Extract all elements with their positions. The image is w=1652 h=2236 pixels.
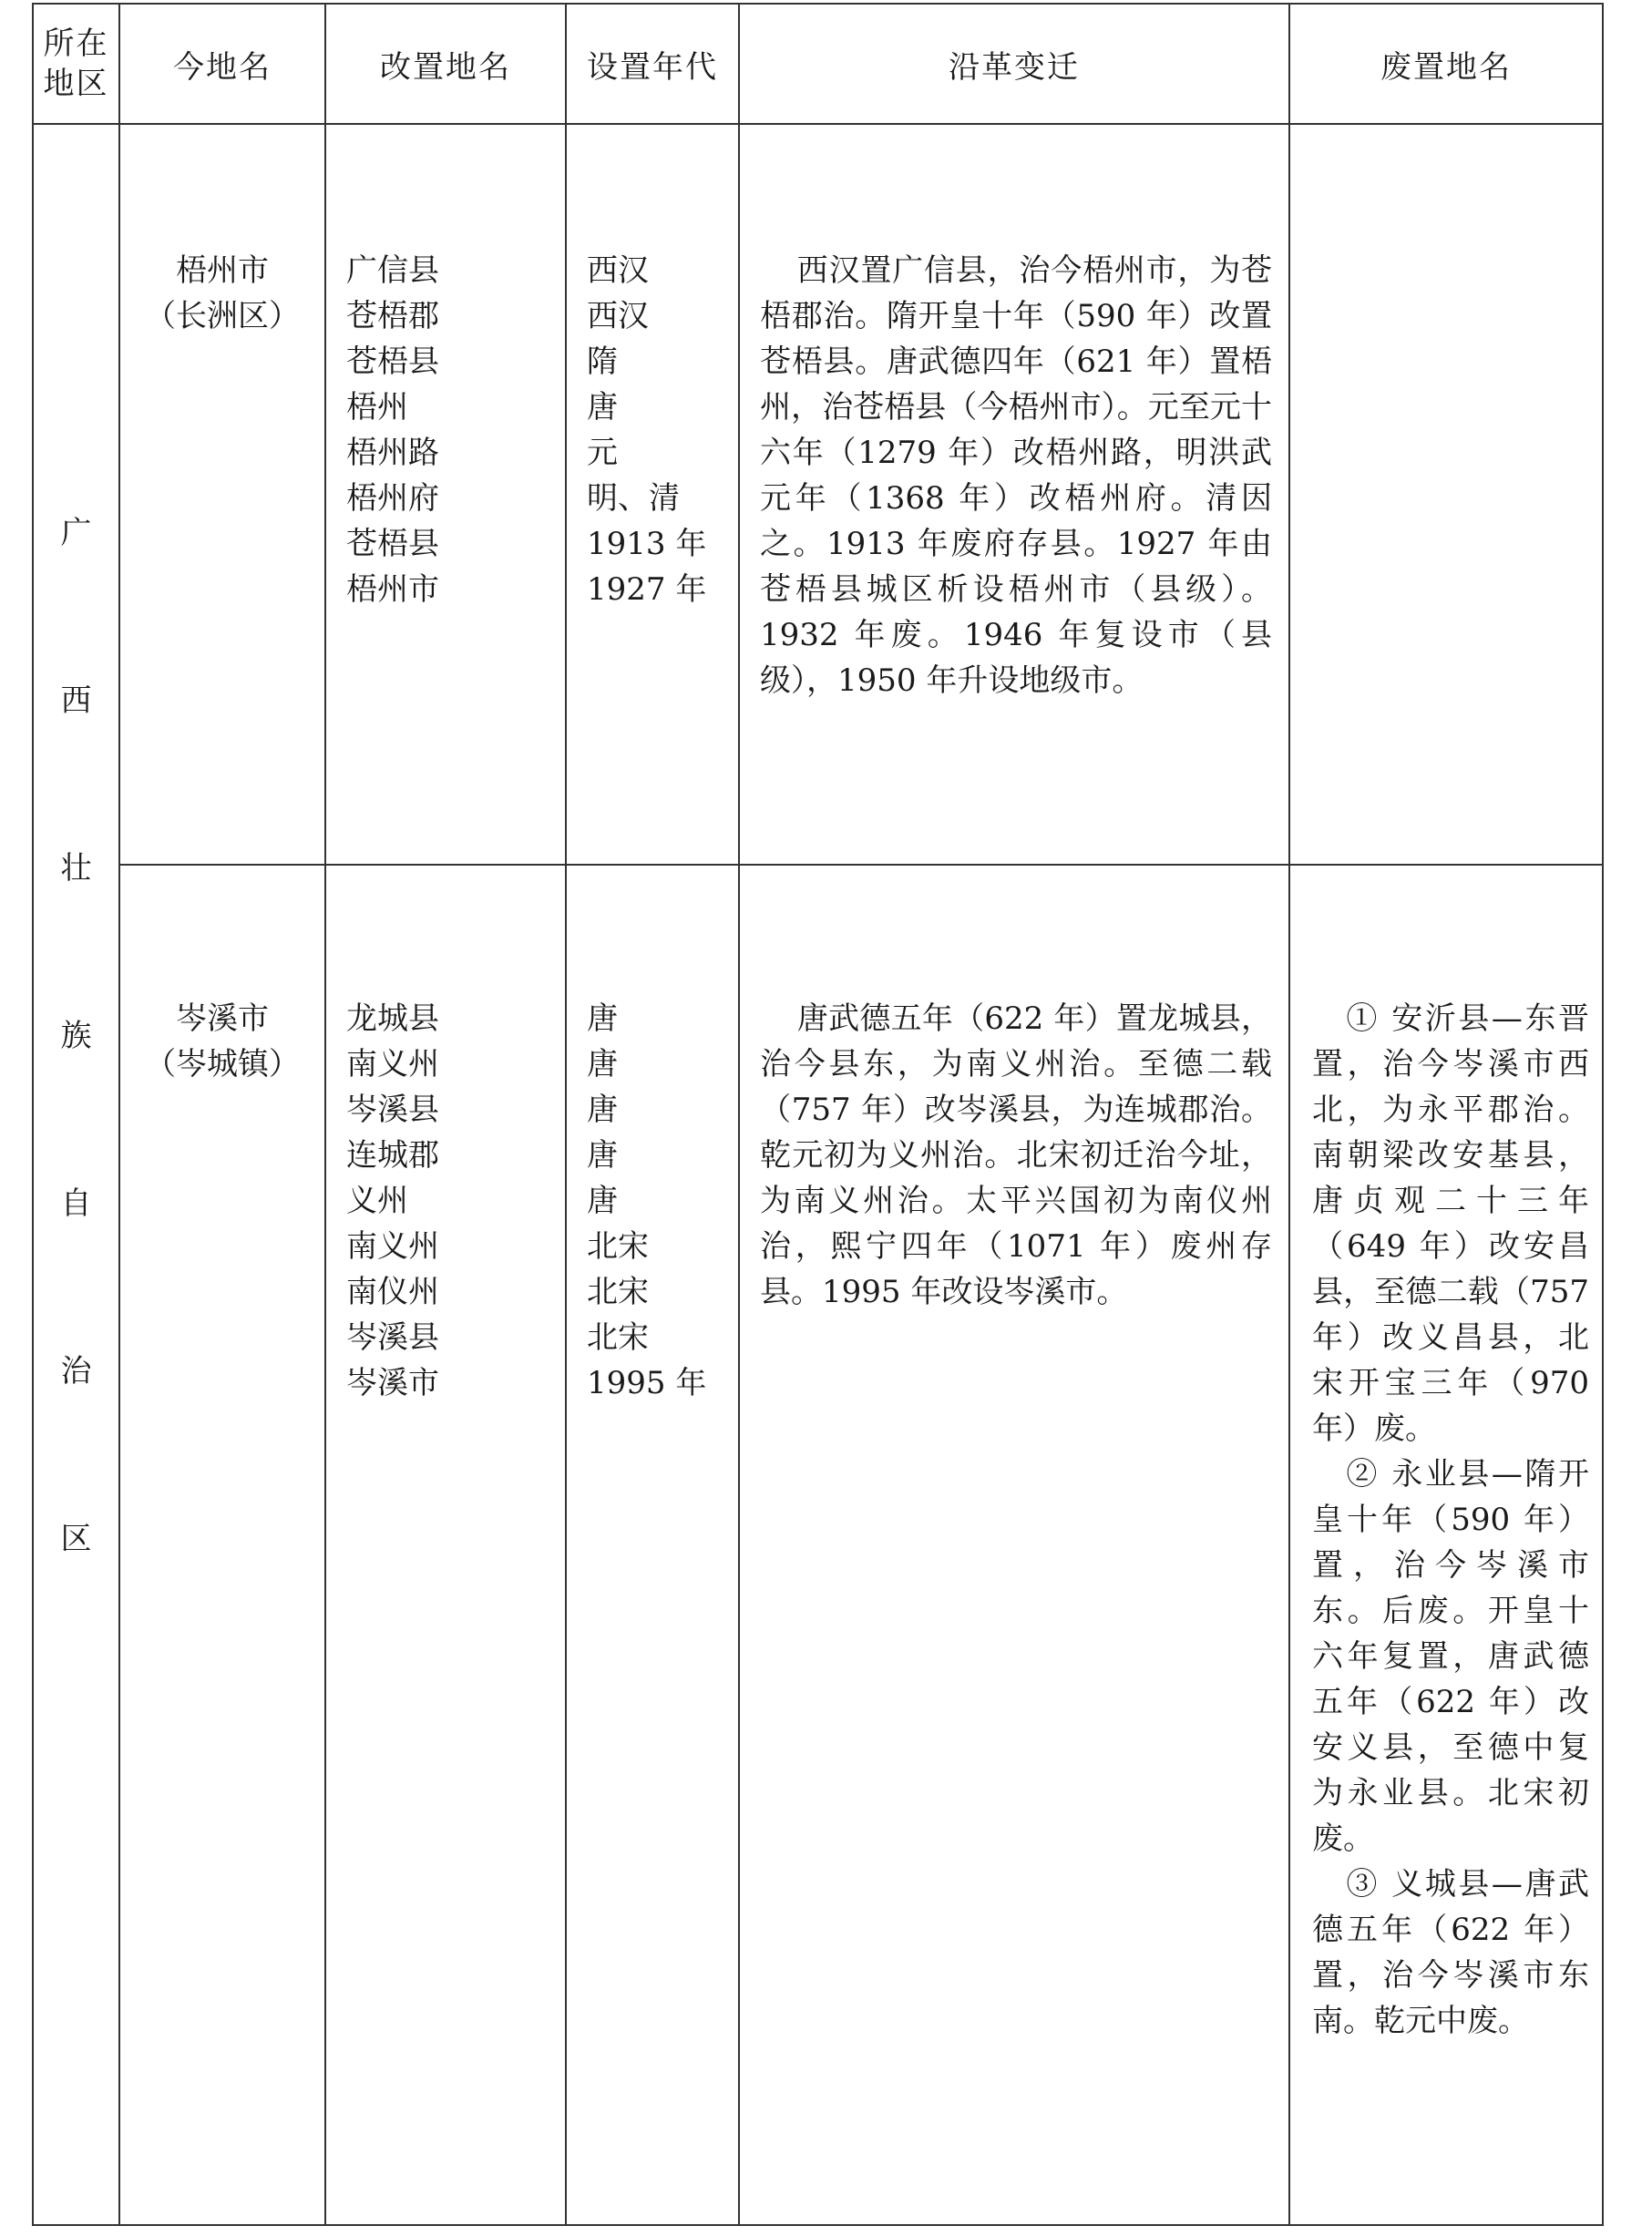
region-char: 广 <box>60 515 92 551</box>
abolished-entry: ① 安沂县—东晋置，治今岑溪市西北，为永平郡治。南朝梁改安基县，唐贞观二十三年（649 年）改安昌县，至德二载（757 年）改义昌县，北宋开宝三年（970 年）废。 <box>1312 1000 1589 1447</box>
history-cell <box>739 124 1289 865</box>
region-char: 西 <box>60 682 92 719</box>
abolished-names-cell <box>1289 865 1603 2225</box>
region-char: 区 <box>60 1521 92 1557</box>
renamed-name: 梧州府 <box>346 480 439 517</box>
abolished-entry: ② 永业县—隋开皇十年（590 年）置，治今岑溪市东。后废。开皇十六年复置，唐武德五年（622 年）改安义县，至德中复为永业县。北宋初废。 <box>1312 1456 1589 1857</box>
table-row <box>33 865 1603 2225</box>
header-set-era: 设置年代 <box>566 4 739 124</box>
renamed-names-cell <box>325 124 566 865</box>
set-era: 北宋 <box>587 1274 649 1310</box>
current-name: 岑溪市 <box>176 1000 269 1037</box>
set-era: 1927 年 <box>587 571 707 608</box>
set-era: 唐 <box>587 1092 618 1128</box>
renamed-name: 梧州路 <box>346 435 439 471</box>
gazetteer-page <box>32 3 1602 2226</box>
renamed-name: 梧州 <box>346 389 408 426</box>
current-name-seat: （岑城镇） <box>145 1046 300 1082</box>
set-era: 1913 年 <box>587 526 707 562</box>
renamed-name: 龙城县 <box>346 1000 439 1037</box>
history-text: 西汉置广信县，治今梧州市，为苍梧郡治。隋开皇十年（590 年）改置苍梧县。唐武德四年（621 年）置梧州，治苍梧县（今梧州市）。元至元十六年（1279 年）改梧州路，明洪武元年（1368 年）改梧州府。清因之。1913 年废府存县。1927 年由苍梧县城区析设梧州市（县级）。1932 年废。1946 年复设市（县级），1950 年升设地级市。 <box>760 252 1272 699</box>
set-era: 北宋 <box>587 1228 649 1265</box>
current-name-seat: （长洲区） <box>145 298 300 334</box>
renamed-name: 岑溪县 <box>346 1319 439 1356</box>
renamed-name: 苍梧县 <box>346 526 439 562</box>
region-name-vertical <box>34 517 118 1555</box>
renamed-name: 义州 <box>346 1183 408 1219</box>
region-char: 壮 <box>60 850 92 887</box>
set-era: 唐 <box>587 389 618 426</box>
renamed-name: 岑溪县 <box>346 1092 439 1128</box>
current-name-cell <box>119 865 325 2225</box>
set-era: 1995 年 <box>587 1365 707 1401</box>
set-era: 唐 <box>587 1137 618 1174</box>
header-history: 沿革变迁 <box>739 4 1289 124</box>
abolished-names-cell <box>1289 124 1603 865</box>
set-era: 北宋 <box>587 1319 649 1356</box>
renamed-name: 南仪州 <box>346 1274 439 1310</box>
current-name: 梧州市 <box>176 252 269 289</box>
set-era-cell <box>566 865 739 2225</box>
renamed-name: 苍梧郡 <box>346 298 439 334</box>
renamed-name: 广信县 <box>346 252 439 289</box>
set-era: 唐 <box>587 1046 618 1082</box>
header-current-name: 今地名 <box>119 4 325 124</box>
set-era-cell <box>566 124 739 865</box>
renamed-name: 南义州 <box>346 1228 439 1265</box>
set-era: 唐 <box>587 1000 618 1037</box>
set-era: 明、清 <box>587 480 680 517</box>
renamed-name: 南义州 <box>346 1046 439 1082</box>
header-row <box>33 4 1603 124</box>
history-text: 唐武德五年（622 年）置龙城县，治今县东，为南义州治。至德二载（757 年）改岑溪县，为连城郡治。乾元初为义州治。北宋初迁治今址，为南义州治。太平兴国初为南仪州治，熙宁四年（1071 年）废州存县。1995 年改设岑溪市。 <box>760 1000 1272 1310</box>
header-region: 所在 地区 <box>33 4 119 124</box>
renamed-name: 岑溪市 <box>346 1365 439 1401</box>
set-era: 西汉 <box>587 298 649 334</box>
history-cell <box>739 865 1289 2225</box>
abolished-entry: ③ 义城县—唐武德五年（622 年）置，治今岑溪市东南。乾元中废。 <box>1312 1866 1589 2039</box>
set-era: 唐 <box>587 1183 618 1219</box>
renamed-names-cell <box>325 865 566 2225</box>
renamed-name: 连城郡 <box>346 1137 439 1174</box>
header-renamed-names: 改置地名 <box>325 4 566 124</box>
header-abolished-names: 废置地名 <box>1289 4 1603 124</box>
set-era: 西汉 <box>587 252 649 289</box>
current-name-cell <box>119 124 325 865</box>
renamed-name: 梧州市 <box>346 571 439 608</box>
region-char: 治 <box>60 1353 92 1390</box>
region-char: 自 <box>60 1185 92 1222</box>
region-char: 族 <box>60 1018 92 1054</box>
set-era: 元 <box>587 435 618 471</box>
set-era: 隋 <box>587 344 618 380</box>
renamed-name: 苍梧县 <box>346 344 439 380</box>
region-cell <box>33 124 119 2225</box>
table-row <box>33 124 1603 865</box>
place-name-table <box>32 3 1604 2226</box>
